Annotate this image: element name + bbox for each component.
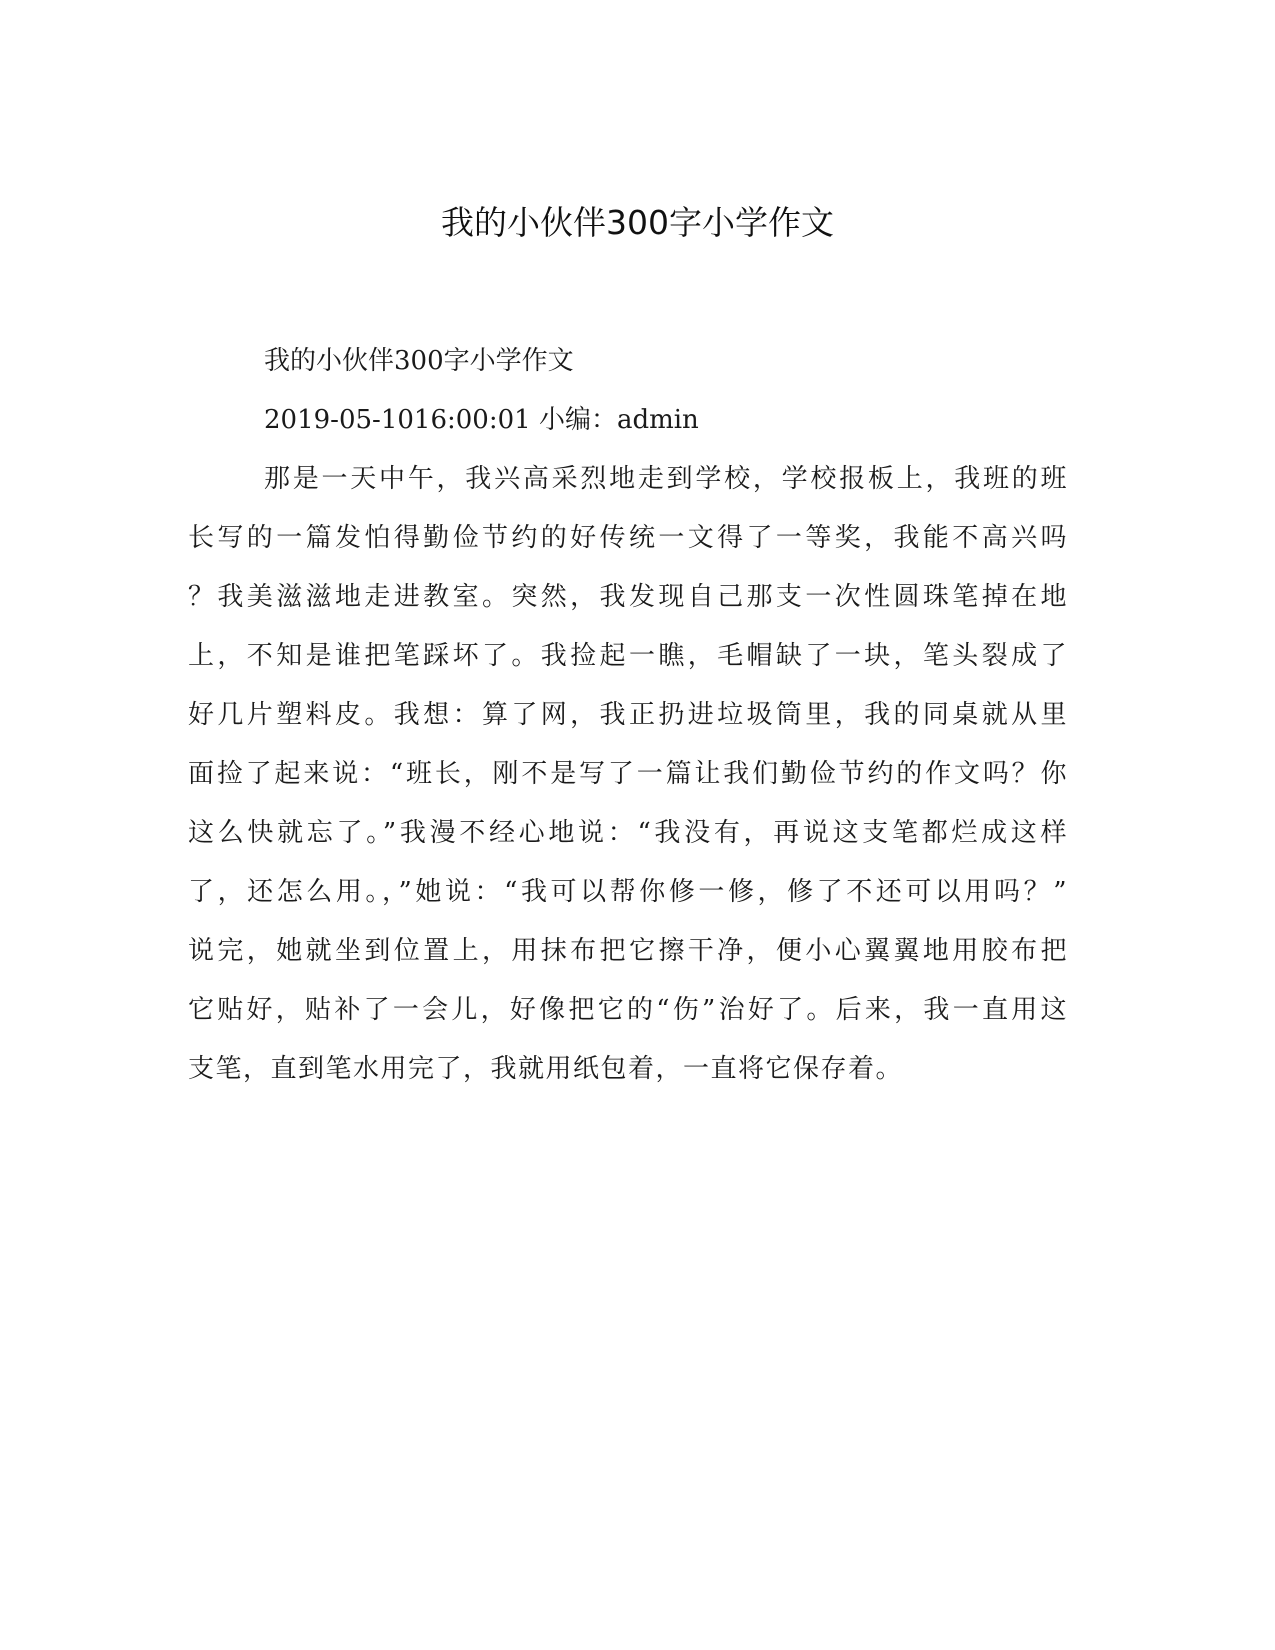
paragraph-line: ？我美滋滋地走进教室。突然，我发现自己那支一次性圆珠笔掉在地 [188,582,1068,612]
paragraph-line: 说完，她就坐到位置上，用抹布把它擦干净，便小心翼翼地用胶布把 [188,936,1068,966]
paragraph-line: 长写的一篇发怕得勤俭节约的好传统一文得了一等奖，我能不高兴吗 [188,523,1068,553]
article-paragraph [188,450,1068,1099]
document-title: 我的小伙伴300字小学作文 [441,203,834,242]
paragraph-line: 了，还怎么用。，”她说：“我可以帮你修一修，修了不还可以用吗？” [188,877,1068,907]
article-subtitle: 我的小伙伴300字小学作文 [264,346,574,376]
paragraph-line: 面捡了起来说：“班长，刚不是写了一篇让我们勤俭节约的作文吗？你 [188,759,1068,789]
paragraph-line: 支笔，直到笔水用完了，我就用纸包着，一直将它保存着。 [188,1054,904,1084]
paragraph-line: 好几片塑料皮。我想：算了网，我正扔进垃圾筒里，我的同桌就从里 [188,700,1068,730]
paragraph-line: 这么快就忘了。”我漫不经心地说：“我没有，再说这支笔都烂成这样 [188,818,1068,848]
paragraph-line: 它贴好，贴补了一会儿，好像把它的“伤”治好了。后来，我一直用这 [188,995,1068,1025]
paragraph-line: 上，不知是谁把笔踩坏了。我捡起一瞧，毛帽缺了一块，笔头裂成了 [188,641,1068,671]
document-body [188,332,1068,1099]
publish-meta: 2019-05-1016:00:01 小编：admin [264,405,699,435]
paragraph-line: 那是一天中午，我兴高采烈地走到学校，学校报板上，我班的班 [264,464,1068,494]
